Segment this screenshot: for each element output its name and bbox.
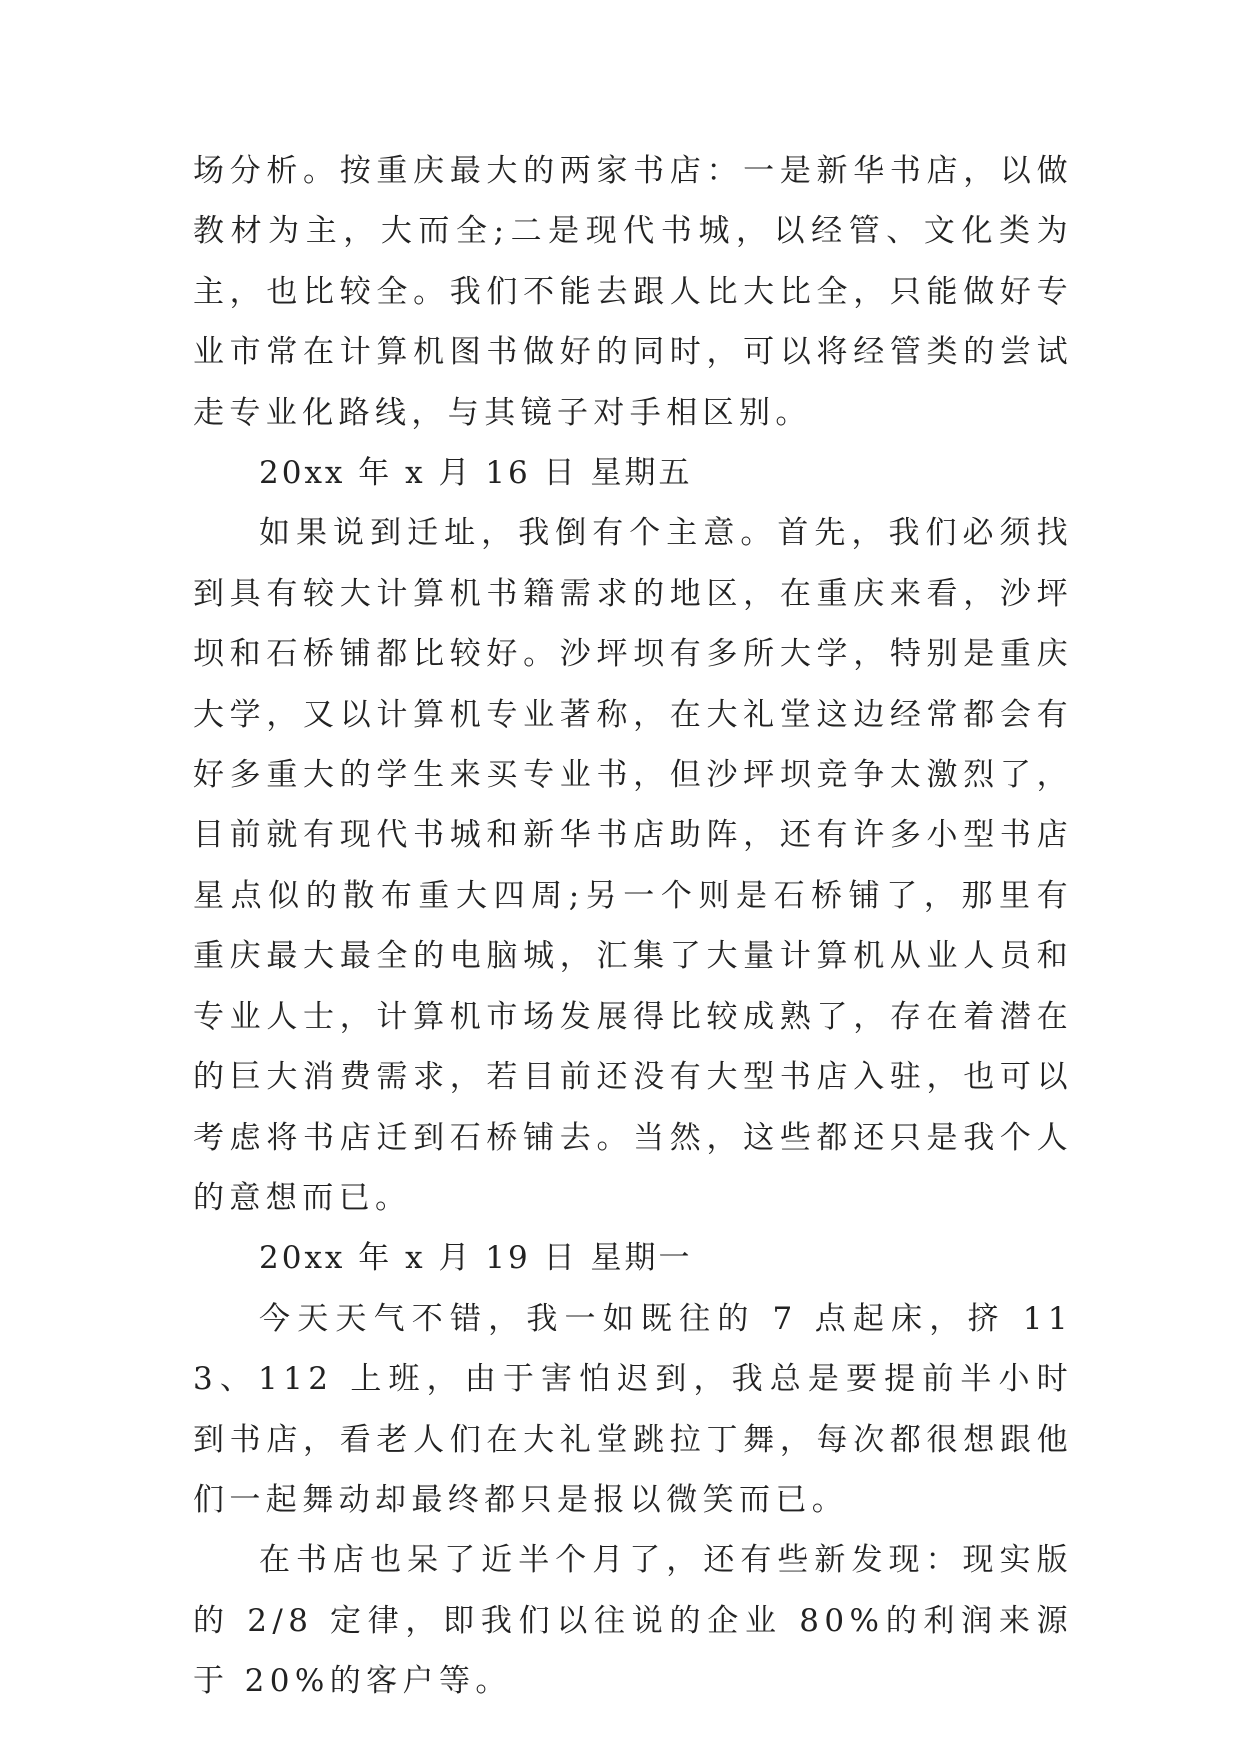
document-body <box>193 141 1073 1712</box>
diary-date-heading: 20xx 年 x 月 19 日 星期一 <box>259 1240 693 1277</box>
paragraph: 如果说到迁址，我倒有个主意。首先，我们必须找到具有较大计算机书籍需求的地区，在重庆来看，沙坪坝和石桥铺都比较好。沙坪坝有多所大学，特别是重庆大学，又以计算机专业著称，在大礼堂这边经常都会有好多重大的学生来买专业书，但沙坪坝竞争太激烈了，目前就有现代书城和新华书店助阵，还有许多小型书店星点似的散布重大四周;另一个则是石桥铺了，那里有重庆最大最全的电脑城，汇集了大量计算机从业人员和专业人士，计算机市场发展得比较成熟了，存在着潜在的巨大消费需求，若目前还没有大型书店入驻，也可以考虑将书店迁到石桥铺去。当然，这些都还只是我个人的意想而已。 <box>193 515 1073 1216</box>
paragraph-continuation: 场分析。按重庆最大的两家书店：一是新华书店，以做教材为主，大而全;二是现代书城，以经管、文化类为主，也比较全。我们不能去跟人比大比全，只能做好专业市常在计算机图书做好的同时，可以将经管类的尝试走专业化路线，与其镜子对手相区别。 <box>193 153 1073 431</box>
paragraph: 在书店也呆了近半个月了，还有些新发现：现实版的 2/8 定律，即我们以往说的企业 80%的利润来源于 20%的客户等。 <box>193 1542 1073 1700</box>
paragraph: 今天天气不错，我一如既往的 7 点起床，挤 113、112 上班，由于害怕迟到，我总是要提前半小时到书店，看老人们在大礼堂跳拉丁舞，每次都很想跟他们一起舞动却最终都只是报以微笑而已。 <box>193 1300 1073 1518</box>
diary-date-heading: 20xx 年 x 月 16 日 星期五 <box>259 455 693 492</box>
